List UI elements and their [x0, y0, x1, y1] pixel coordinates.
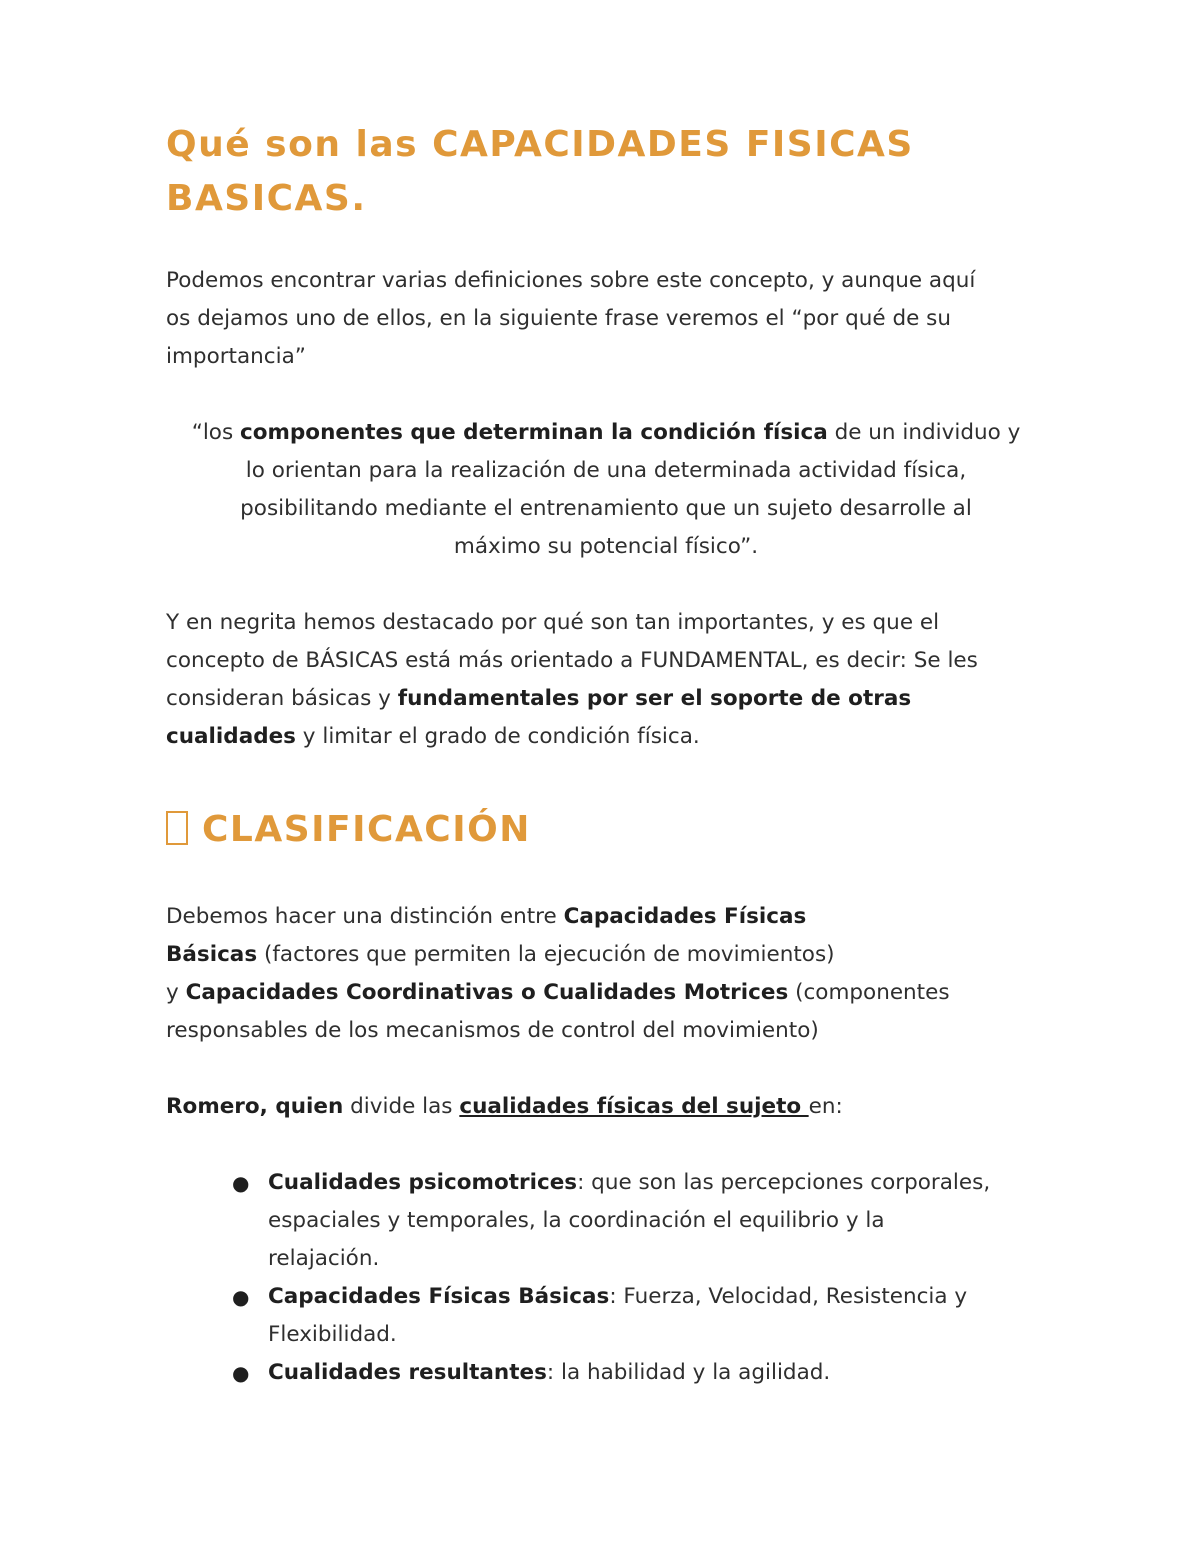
explain-line-4-rest: y limitar el grado de condición física. — [295, 724, 700, 749]
quote-rest-1: de un individuo y — [827, 420, 1021, 445]
missing-glyph-box-icon — [166, 811, 188, 845]
intro-line-1: Podemos encontrar varias definiciones sobre este concepto, y aunque aquí — [166, 268, 976, 293]
explain-line-1: Y en negrita hemos destacado por qué son tan importantes, y es que el — [166, 610, 940, 635]
page-title — [166, 118, 1046, 226]
intro-line-3: importancia” — [166, 344, 306, 369]
section-title-text: CLASIFICACIÓN — [202, 809, 531, 850]
quality-line: : que son las percepciones corporales, — [577, 1170, 991, 1195]
quality-line: relajación. — [268, 1246, 380, 1271]
romero-bold: Romero, quien — [166, 1094, 344, 1119]
title-line-2: BASICAS. — [166, 178, 367, 219]
definition-quote — [166, 414, 1046, 566]
distinction-mid-1: (factores que permiten la ejecución de movimientos) — [257, 942, 835, 967]
distinction-bold-1b: Básicas — [166, 942, 258, 967]
quality-line: : la habilidad y la agilidad. — [546, 1360, 831, 1385]
distinction-line-4: responsables de los mecanismos de control del movimiento) — [166, 1018, 819, 1043]
document-page — [166, 118, 1046, 1392]
romero-mid: divide las — [343, 1094, 460, 1119]
explain-paragraph — [166, 604, 1046, 756]
distinction-mid-2: (componentes — [788, 980, 950, 1005]
intro-paragraph — [166, 262, 1046, 376]
list-item — [232, 1164, 1046, 1278]
quality-line: Flexibilidad. — [268, 1322, 397, 1347]
distinction-paragraph — [166, 898, 1046, 1050]
romero-end: en: — [808, 1094, 843, 1119]
intro-line-2: os dejamos uno de ellos, en la siguiente frase veremos el “por qué de su — [166, 306, 951, 331]
quality-name: Capacidades Físicas Básicas — [268, 1284, 610, 1309]
quote-line-4: máximo su potencial físico”. — [453, 534, 759, 559]
distinction-bold-2: Capacidades Coordinativas o Cualidades Motrices — [185, 980, 789, 1005]
quote-line-2: lo orientan para la realización de una determinada actividad física, — [245, 458, 967, 483]
romero-paragraph — [166, 1088, 1046, 1126]
section-heading — [166, 800, 1046, 860]
quality-name: Cualidades psicomotrices — [268, 1170, 578, 1195]
bullet-icon: ● — [232, 1171, 250, 1195]
cualidades-link[interactable]: cualidades físicas del sujeto — [459, 1094, 809, 1119]
title-line-1: Qué son las CAPACIDADES FISICAS — [166, 124, 914, 165]
qualities-list — [166, 1164, 1046, 1392]
quality-line: espaciales y temporales, la coordinación el equilibrio y la — [268, 1208, 885, 1233]
explain-line-4-bold: cualidades — [166, 724, 296, 749]
explain-line-2: concepto de BÁSICAS está más orientado a FUNDAMENTAL, es decir: Se les — [166, 648, 978, 673]
distinction-pre: Debemos hacer una distinción entre — [166, 904, 564, 929]
quote-open: “los — [191, 420, 240, 445]
quality-line: : Fuerza, Velocidad, Resistencia y — [609, 1284, 968, 1309]
quality-name: Cualidades resultantes — [268, 1360, 547, 1385]
quote-line-3: posibilitando mediante el entrenamiento que un sujeto desarrolle al — [240, 496, 972, 521]
list-item — [232, 1278, 1046, 1354]
list-item — [232, 1354, 1046, 1392]
explain-line-3-pre: consideran básicas y — [166, 686, 398, 711]
distinction-bold-1: Capacidades Físicas — [563, 904, 807, 929]
distinction-y: y — [166, 980, 186, 1005]
bullet-icon: ● — [232, 1361, 250, 1385]
quote-bold: componentes que determinan la condición física — [240, 420, 828, 445]
bullet-icon: ● — [232, 1285, 250, 1309]
explain-line-3-bold: fundamentales por ser el soporte de otras — [397, 686, 912, 711]
